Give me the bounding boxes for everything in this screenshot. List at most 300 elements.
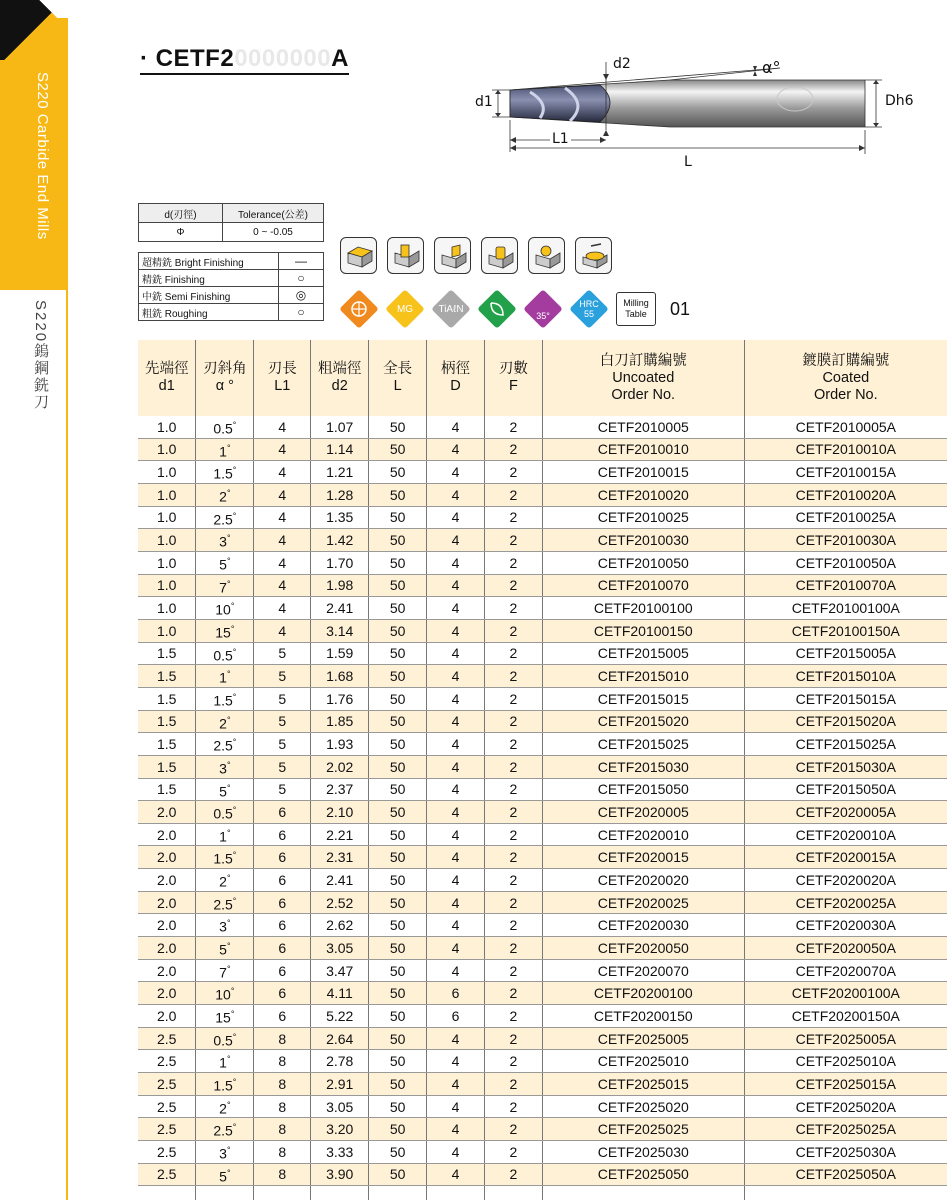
cell-d: 4 <box>427 1027 485 1050</box>
cell-d1: 2.5 <box>138 1095 196 1118</box>
cell-coated-order-no: CETF2010030A <box>744 529 947 552</box>
cell-l1: 5 <box>254 710 311 733</box>
table-row <box>138 416 947 438</box>
cell-d: 4 <box>427 801 485 824</box>
table-row <box>138 846 947 869</box>
cell-uncoated-order-no: CETF2015020 <box>542 710 744 733</box>
cell-d2: 3.14 <box>311 619 369 642</box>
cell-l: 50 <box>369 710 427 733</box>
cell-coated-order-no: CETF2025020A <box>744 1095 947 1118</box>
cell-l: 50 <box>369 1005 427 1028</box>
cell-f: 2 <box>484 1095 542 1118</box>
cell-d1: 1.5 <box>138 665 196 688</box>
cell-l1: 4 <box>254 438 311 461</box>
cell-uncoated-order-no: CETF2025025 <box>542 1118 744 1141</box>
cell-l1: 8 <box>254 1027 311 1050</box>
table-row <box>138 665 947 688</box>
header-uncoated: 白刀訂購編號 Uncoated Order No. <box>542 340 744 416</box>
cell-l1: 8 <box>254 1141 311 1164</box>
cell-coated-order-no: CETF2025005A <box>744 1027 947 1050</box>
cell-d2: 2.91 <box>311 1073 369 1096</box>
cell-uncoated-order-no: CETF2010050 <box>542 551 744 574</box>
cell-d2: 2.31 <box>311 846 369 869</box>
cell-f: 2 <box>484 891 542 914</box>
cell-uncoated-order-no: CETF2020030 <box>542 914 744 937</box>
cell-l1: 6 <box>254 823 311 846</box>
end-mill-diagram <box>470 52 930 182</box>
cell-l1: 4 <box>254 506 311 529</box>
cell-f: 2 <box>484 619 542 642</box>
header-alpha: 刃斜角 α ° <box>196 340 254 416</box>
cell-l1: 6 <box>254 959 311 982</box>
cell-d1: 1.0 <box>138 551 196 574</box>
cell-d2: 2.41 <box>311 869 369 892</box>
cell-alpha: 1.5° <box>196 461 254 484</box>
cell-f: 2 <box>484 438 542 461</box>
cell-f: 2 <box>484 1005 542 1028</box>
cell-f: 2 <box>484 733 542 756</box>
cell-f: 2 <box>484 529 542 552</box>
empty-cell <box>311 1186 369 1200</box>
cell-coated-order-no: CETF2025050A <box>744 1163 947 1186</box>
table-body <box>138 416 947 1200</box>
cell-alpha: 1° <box>196 438 254 461</box>
cell-alpha: 3° <box>196 529 254 552</box>
table-row <box>138 1027 947 1050</box>
cell-alpha: 0.5° <box>196 416 254 438</box>
cell-l: 50 <box>369 687 427 710</box>
empty-cell <box>254 1186 311 1200</box>
cell-f: 2 <box>484 1073 542 1096</box>
cell-d2: 3.05 <box>311 937 369 960</box>
cell-coated-order-no: CETF2010015A <box>744 461 947 484</box>
sidebar-category-label-zh: S220鎢鋼銑刀 <box>32 300 49 412</box>
cell-coated-order-no: CETF20200150A <box>744 1005 947 1028</box>
table-row <box>138 483 947 506</box>
cell-alpha: 1.5° <box>196 1073 254 1096</box>
cell-uncoated-order-no: CETF2025005 <box>542 1027 744 1050</box>
cell-d2: 1.68 <box>311 665 369 688</box>
table-row <box>138 733 947 756</box>
table-row <box>138 959 947 982</box>
table-row <box>138 982 947 1005</box>
cell-alpha: 1.5° <box>196 846 254 869</box>
table-row <box>138 891 947 914</box>
tool-drawing <box>470 52 930 182</box>
cell-f: 2 <box>484 846 542 869</box>
table-row <box>138 1118 947 1141</box>
cell-alpha: 1° <box>196 1050 254 1073</box>
mg-label: MG <box>396 303 414 315</box>
cell-alpha: 2.5° <box>196 506 254 529</box>
cell-f: 2 <box>484 1050 542 1073</box>
cell-d: 4 <box>427 529 485 552</box>
cell-d1: 2.5 <box>138 1163 196 1186</box>
cell-l1: 6 <box>254 891 311 914</box>
table-row <box>138 619 947 642</box>
table-row <box>138 1163 947 1186</box>
header-l1: 刃長 L1 <box>254 340 311 416</box>
cell-f: 2 <box>484 755 542 778</box>
cell-d: 4 <box>427 869 485 892</box>
cell-coated-order-no: CETF2015050A <box>744 778 947 801</box>
cell-d2: 2.41 <box>311 597 369 620</box>
cell-d2: 3.20 <box>311 1118 369 1141</box>
empty-cell <box>427 1186 485 1200</box>
cell-d1: 2.0 <box>138 801 196 824</box>
cell-f: 2 <box>484 483 542 506</box>
cell-d2: 1.35 <box>311 506 369 529</box>
coating-label: TiAℓN <box>438 303 464 315</box>
cell-l1: 5 <box>254 755 311 778</box>
cell-l: 50 <box>369 869 427 892</box>
cell-l: 50 <box>369 1027 427 1050</box>
cell-d: 4 <box>427 1050 485 1073</box>
cell-d2: 1.59 <box>311 642 369 665</box>
cell-l: 50 <box>369 778 427 801</box>
cell-f: 2 <box>484 869 542 892</box>
cell-d: 4 <box>427 1163 485 1186</box>
cell-l: 50 <box>369 823 427 846</box>
table-row <box>138 597 947 620</box>
title-bullet: · <box>140 45 149 72</box>
cell-l: 50 <box>369 1050 427 1073</box>
cell-uncoated-order-no: CETF2010015 <box>542 461 744 484</box>
cell-uncoated-order-no: CETF2010005 <box>542 416 744 438</box>
cell-coated-order-no: CETF2020010A <box>744 823 947 846</box>
cell-alpha: 1.5° <box>196 687 254 710</box>
cell-l: 50 <box>369 914 427 937</box>
table-row <box>138 642 947 665</box>
cell-uncoated-order-no: CETF2020070 <box>542 959 744 982</box>
tolerance-table <box>138 203 324 242</box>
cell-uncoated-order-no: CETF2020010 <box>542 823 744 846</box>
cell-d1: 1.0 <box>138 506 196 529</box>
table-row <box>138 1141 947 1164</box>
cell-d2: 2.62 <box>311 914 369 937</box>
dh6-label: Dh6 <box>885 93 914 109</box>
cell-l: 50 <box>369 416 427 438</box>
shoulder-icon <box>434 237 471 274</box>
cell-coated-order-no: CETF20200100A <box>744 982 947 1005</box>
cell-l1: 8 <box>254 1095 311 1118</box>
d1-label: d1 <box>475 94 493 110</box>
cell-alpha: 15° <box>196 619 254 642</box>
cell-coated-order-no: CETF2015020A <box>744 710 947 733</box>
cell-coated-order-no: CETF2020050A <box>744 937 947 960</box>
cell-l: 50 <box>369 733 427 756</box>
cell-d: 4 <box>427 1141 485 1164</box>
cell-d: 4 <box>427 846 485 869</box>
cell-coated-order-no: CETF2020020A <box>744 869 947 892</box>
table-row <box>138 1073 947 1096</box>
cell-d2: 2.21 <box>311 823 369 846</box>
cell-d1: 1.5 <box>138 755 196 778</box>
cell-d: 4 <box>427 551 485 574</box>
cell-d1: 1.0 <box>138 438 196 461</box>
cell-d1: 1.0 <box>138 597 196 620</box>
finishing-symbol: ○ <box>279 270 324 287</box>
cell-l: 50 <box>369 438 427 461</box>
cell-uncoated-order-no: CETF2015005 <box>542 642 744 665</box>
tolerance-phi: Φ <box>139 223 223 242</box>
cell-coated-order-no: CETF2015030A <box>744 755 947 778</box>
cell-d: 4 <box>427 642 485 665</box>
cell-d1: 2.0 <box>138 846 196 869</box>
cell-l: 50 <box>369 574 427 597</box>
cell-uncoated-order-no: CETF2025015 <box>542 1073 744 1096</box>
cell-alpha: 2.5° <box>196 733 254 756</box>
cell-coated-order-no: CETF2015015A <box>744 687 947 710</box>
table-row <box>138 823 947 846</box>
cell-alpha: 0.5° <box>196 1027 254 1050</box>
cell-d2: 4.11 <box>311 982 369 1005</box>
cell-d: 4 <box>427 710 485 733</box>
cell-uncoated-order-no: CETF20100100 <box>542 597 744 620</box>
cell-d1: 1.0 <box>138 416 196 438</box>
empty-cell <box>542 1186 744 1200</box>
cell-l: 50 <box>369 1141 427 1164</box>
cell-l1: 5 <box>254 665 311 688</box>
cell-f: 2 <box>484 823 542 846</box>
cell-d1: 2.0 <box>138 1005 196 1028</box>
cell-coated-order-no: CETF2015005A <box>744 642 947 665</box>
table-row <box>138 937 947 960</box>
cell-coated-order-no: CETF2025015A <box>744 1073 947 1096</box>
cell-d1: 2.0 <box>138 914 196 937</box>
cell-d: 4 <box>427 665 485 688</box>
cell-alpha: 2° <box>196 1095 254 1118</box>
facing-icon <box>575 237 612 274</box>
cell-d1: 1.0 <box>138 461 196 484</box>
cell-f: 2 <box>484 687 542 710</box>
cell-l1: 4 <box>254 551 311 574</box>
finishing-table <box>138 252 324 321</box>
cell-l1: 4 <box>254 461 311 484</box>
table-row <box>138 710 947 733</box>
specification-table <box>138 340 947 1200</box>
cell-d2: 2.52 <box>311 891 369 914</box>
cell-l1: 8 <box>254 1163 311 1186</box>
milling-text: Milling <box>623 298 649 308</box>
cell-f: 2 <box>484 574 542 597</box>
table-row <box>138 506 947 529</box>
table-row <box>138 869 947 892</box>
cell-f: 2 <box>484 937 542 960</box>
cell-alpha: 3° <box>196 755 254 778</box>
cell-coated-order-no: CETF2010050A <box>744 551 947 574</box>
cell-alpha: 10° <box>196 597 254 620</box>
cell-alpha: 3° <box>196 914 254 937</box>
helix-label: 35° <box>536 311 550 321</box>
table-row <box>138 755 947 778</box>
cell-d1: 2.0 <box>138 937 196 960</box>
cell-f: 2 <box>484 1141 542 1164</box>
leaf-icon <box>488 300 506 318</box>
title-suffix: A <box>331 45 349 72</box>
cell-l: 50 <box>369 642 427 665</box>
cell-alpha: 7° <box>196 959 254 982</box>
cell-d2: 3.90 <box>311 1163 369 1186</box>
cell-d1: 1.0 <box>138 529 196 552</box>
cell-coated-order-no: CETF2010005A <box>744 416 947 438</box>
cell-d2: 1.14 <box>311 438 369 461</box>
l1-label: L1 <box>552 131 569 147</box>
header-f: 刃數 F <box>484 340 542 416</box>
cell-d1: 2.0 <box>138 823 196 846</box>
cell-d1: 1.0 <box>138 619 196 642</box>
cell-uncoated-order-no: CETF2015010 <box>542 665 744 688</box>
cell-d2: 1.98 <box>311 574 369 597</box>
cell-uncoated-order-no: CETF2025010 <box>542 1050 744 1073</box>
cell-uncoated-order-no: CETF2010020 <box>542 483 744 506</box>
milling-table-number: 01 <box>670 298 691 319</box>
cell-alpha: 2° <box>196 483 254 506</box>
cell-uncoated-order-no: CETF20200150 <box>542 1005 744 1028</box>
badge-icons <box>340 290 690 328</box>
cell-l: 50 <box>369 529 427 552</box>
cell-d2: 1.42 <box>311 529 369 552</box>
sidebar-category-label: S220 Carbide End Mills <box>34 72 51 240</box>
cell-d: 6 <box>427 982 485 1005</box>
cell-d2: 2.10 <box>311 801 369 824</box>
badge-shape <box>523 289 563 329</box>
empty-cell <box>196 1186 254 1200</box>
cell-d1: 2.5 <box>138 1027 196 1050</box>
table-row <box>138 778 947 801</box>
cell-f: 2 <box>484 642 542 665</box>
coating-icon <box>432 290 470 328</box>
cell-l1: 6 <box>254 937 311 960</box>
cell-l1: 4 <box>254 529 311 552</box>
cell-d2: 2.78 <box>311 1050 369 1073</box>
operation-icons <box>340 237 612 274</box>
cell-d: 4 <box>427 416 485 438</box>
cell-coated-order-no: CETF2025025A <box>744 1118 947 1141</box>
cell-alpha: 5° <box>196 1163 254 1186</box>
cell-d1: 2.0 <box>138 869 196 892</box>
cell-l1: 6 <box>254 982 311 1005</box>
cell-alpha: 0.5° <box>196 801 254 824</box>
cell-alpha: 5° <box>196 778 254 801</box>
table-row <box>138 529 947 552</box>
cell-d2: 1.07 <box>311 416 369 438</box>
cell-uncoated-order-no: CETF2020015 <box>542 846 744 869</box>
cell-d1: 1.5 <box>138 778 196 801</box>
cell-uncoated-order-no: CETF2020020 <box>542 869 744 892</box>
cell-l: 50 <box>369 483 427 506</box>
cell-f: 2 <box>484 1163 542 1186</box>
finishing-symbol: ○ <box>279 304 324 321</box>
hrc-value: 55 <box>583 309 594 319</box>
cell-uncoated-order-no: CETF2015015 <box>542 687 744 710</box>
cell-l1: 4 <box>254 416 311 438</box>
sidebar-bottom-band <box>0 290 68 1200</box>
table-row <box>138 461 947 484</box>
cell-l1: 8 <box>254 1073 311 1096</box>
cell-d: 4 <box>427 438 485 461</box>
cell-d1: 2.5 <box>138 1050 196 1073</box>
cell-coated-order-no: CETF2020070A <box>744 959 947 982</box>
cell-d1: 2.0 <box>138 982 196 1005</box>
cell-l: 50 <box>369 891 427 914</box>
cell-uncoated-order-no: CETF2015025 <box>542 733 744 756</box>
cell-l: 50 <box>369 597 427 620</box>
cell-d2: 2.02 <box>311 755 369 778</box>
sidebar-top-band <box>0 0 68 290</box>
cell-uncoated-order-no: CETF2010010 <box>542 438 744 461</box>
cell-f: 2 <box>484 506 542 529</box>
cell-uncoated-order-no: CETF2015050 <box>542 778 744 801</box>
flute-symbol-icon <box>350 300 368 318</box>
l-label: L <box>684 154 692 170</box>
cell-f: 2 <box>484 801 542 824</box>
cell-d: 4 <box>427 461 485 484</box>
finishing-label: 超精銑 Bright Finishing <box>139 253 279 270</box>
table-row <box>138 438 947 461</box>
cell-uncoated-order-no: CETF2025050 <box>542 1163 744 1186</box>
cell-l1: 6 <box>254 1005 311 1028</box>
cell-coated-order-no: CETF2020015A <box>744 846 947 869</box>
empty-cell <box>744 1186 947 1200</box>
cell-d: 6 <box>427 1005 485 1028</box>
cell-alpha: 5° <box>196 937 254 960</box>
cell-d: 4 <box>427 959 485 982</box>
cell-coated-order-no: CETF2010070A <box>744 574 947 597</box>
cell-f: 2 <box>484 710 542 733</box>
cell-d2: 2.64 <box>311 1027 369 1050</box>
cell-coated-order-no: CETF20100150A <box>744 619 947 642</box>
cell-f: 2 <box>484 665 542 688</box>
tolerance-header-tol: Tolerance(公差) <box>223 204 324 223</box>
mg-grade-icon <box>386 290 424 328</box>
title-prefix: CETF2 <box>155 45 235 72</box>
cell-d: 4 <box>427 619 485 642</box>
cell-d: 4 <box>427 937 485 960</box>
cell-d2: 3.33 <box>311 1141 369 1164</box>
cell-d: 4 <box>427 1118 485 1141</box>
cell-f: 2 <box>484 597 542 620</box>
cell-coated-order-no: CETF2010025A <box>744 506 947 529</box>
cell-l1: 8 <box>254 1118 311 1141</box>
cell-l1: 4 <box>254 483 311 506</box>
cell-d1: 1.5 <box>138 710 196 733</box>
cell-d: 4 <box>427 574 485 597</box>
cell-l1: 4 <box>254 597 311 620</box>
cell-l1: 6 <box>254 846 311 869</box>
cell-alpha: 1° <box>196 665 254 688</box>
cell-coated-order-no: CETF2015010A <box>744 665 947 688</box>
cell-d: 4 <box>427 506 485 529</box>
pocketing-icon <box>481 237 518 274</box>
cell-uncoated-order-no: CETF2010025 <box>542 506 744 529</box>
cell-uncoated-order-no: CETF2025020 <box>542 1095 744 1118</box>
cell-alpha: 1° <box>196 823 254 846</box>
table-text: Table <box>625 309 647 319</box>
cell-d1: 1.0 <box>138 483 196 506</box>
cell-coated-order-no: CETF2020005A <box>744 801 947 824</box>
cell-d1: 1.5 <box>138 687 196 710</box>
corner-decoration-notch <box>38 0 68 18</box>
cell-l1: 8 <box>254 1050 311 1073</box>
cell-f: 2 <box>484 1118 542 1141</box>
cell-alpha: 15° <box>196 1005 254 1028</box>
cell-coated-order-no: CETF2025010A <box>744 1050 947 1073</box>
table-row <box>138 914 947 937</box>
cell-f: 2 <box>484 914 542 937</box>
cell-d2: 1.85 <box>311 710 369 733</box>
helix-angle-icon <box>524 290 562 328</box>
